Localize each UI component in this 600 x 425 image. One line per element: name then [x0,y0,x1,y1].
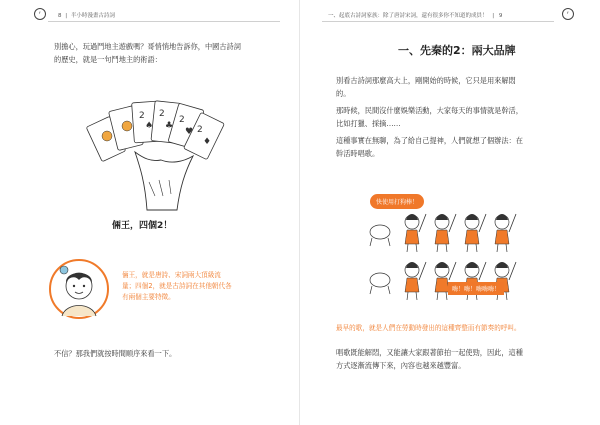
right-closing-line: 唱歌既能解悶，又能讓大家跟著節拍一起使勁，因此，這種 [336,348,523,357]
svg-text:♥: ♥ [185,127,194,137]
right-closing-line: 方式逐漸流傳下來，內容也越來越豐富。 [336,361,466,370]
right-paragraph-line: 別看古詩詞那麼高大上，剛開始的時候，它只是用來解悶 [336,76,516,85]
right-paragraph-line: 比如打獵、採摘…… [336,119,401,128]
avatar-annotation [122,270,292,303]
annotation-line: 有兩個主要特徵。 [122,293,175,301]
right-annotation: 最早的歌，就是人們在勞動時發出的這種齊整而有節奏的呼叫。 [336,324,521,332]
header-rule [48,21,280,22]
right-page-number: 9 [498,13,503,19]
svg-text:♣: ♣ [165,121,174,131]
speech-bubble: 快使用打狗棒！ [370,194,424,209]
right-page [300,0,600,425]
left-book-title: 半小時漫畫古詩詞 [70,13,115,19]
svg-text:2: 2 [159,109,165,119]
left-paragraph-line: 別擔心，玩過鬥地主遊戲嗎？哥悄悄地告訴你，中國古詩詞 [54,42,241,51]
annotation-line: 倆王，就是唐詩、宋詞兩大頂級流 [122,271,221,279]
right-paragraph [336,74,576,160]
right-paragraph-line: 幹活時唱歌。 [336,149,380,158]
right-paragraph-line: 那時候，民間沒什麼娛樂活動，大家每天的事情就是幹活， [336,106,523,115]
svg-text:2: 2 [197,125,203,135]
poet-avatar [44,258,114,320]
playing-cards-illustration [85,92,235,212]
left-paragraph-line: 的歷史，就是一句鬥地主的術語： [54,55,162,64]
left-closing: 不信？那我們就按時間順序來看一下。 [54,349,177,358]
page-badge-icon: ᶠ [34,8,46,20]
right-paragraph-line: 的。 [336,89,351,98]
right-page-header: 一、起底古詩詞家族：除了唐詩宋詞，還有很多你不知道的成員！ | 9 [328,13,503,19]
left-paragraph [54,40,284,66]
svg-text:♦: ♦ [203,137,212,147]
svg-text:2: 2 [139,111,145,121]
illustration-caption: 倆王，四個2！ [112,221,173,231]
right-closing [336,346,576,372]
chant-label: 嗨！嗨！嗨嗨嗨！ [448,282,504,295]
svg-text:♠: ♠ [145,121,154,131]
left-page-number: 8 [58,13,62,19]
header-rule [322,21,554,22]
page-badge-icon: ᶠ [562,8,574,20]
left-page-header: 8 | 半小時漫畫古詩詞 [58,13,115,19]
right-paragraph-line: 這種事實在無聊，為了給自己提神，人們就想了個辦法：在 [336,136,523,145]
section-title: 一、先秦的2：兩大品牌 [398,44,516,57]
svg-text:2: 2 [179,115,185,125]
annotation-line: 量；四個2，就是古詩詞在其他朝代各 [122,282,232,290]
right-running-title: 一、起底古詩詞家族：除了唐詩宋詞，還有很多你不知道的成員！ [328,13,488,19]
